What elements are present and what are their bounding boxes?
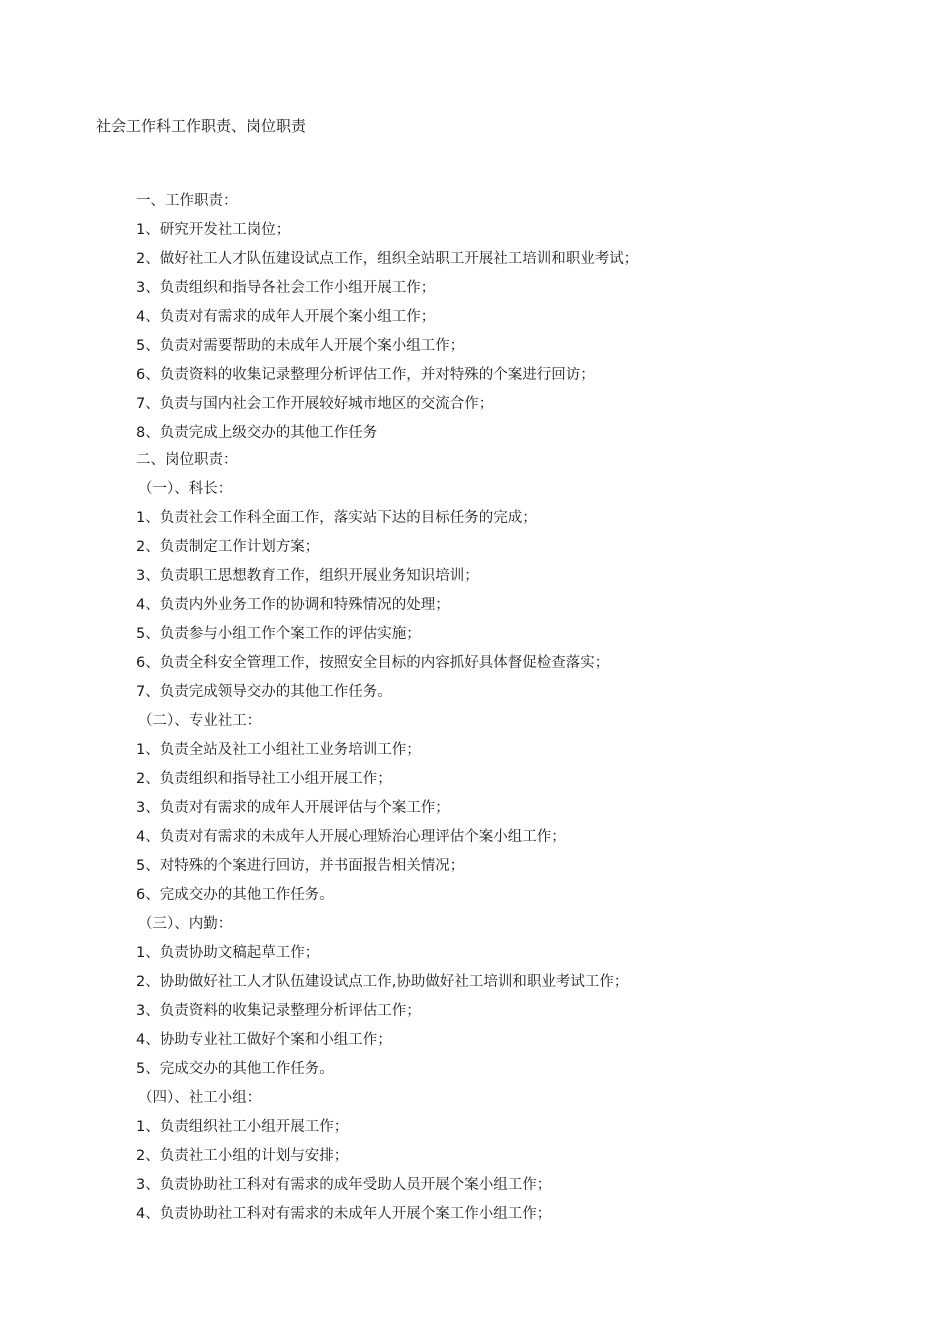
list-item: 8、负责完成上级交办的其他工作任务 — [136, 425, 378, 441]
list-item: 7、负责与国内社会工作开展较好城市地区的交流合作； — [136, 396, 494, 412]
list-item: 3、负责协助社工科对有需求的成年受助人员开展个案小组工作； — [136, 1177, 552, 1193]
list-item: 3、负责资料的收集记录整理分析评估工作； — [136, 1003, 421, 1019]
list-item: 2、负责组织和指导社工小组开展工作； — [136, 771, 392, 787]
section-heading: 二、岗位职责： — [136, 452, 238, 468]
list-item: 2、做好社工人才队伍建设试点工作，组织全站职工开展社工培训和职业考试； — [136, 251, 639, 267]
subsection-heading: （四）、社工小组： — [138, 1090, 262, 1106]
list-item: 1、负责组织社工小组开展工作； — [136, 1119, 349, 1135]
document-title: 社会工作科工作职责、岗位职责 — [96, 117, 307, 135]
section-heading: 一、工作职责： — [136, 193, 238, 209]
list-item: 1、负责全站及社工小组社工业务培训工作； — [136, 742, 421, 758]
list-item: 3、负责对有需求的成年人开展评估与个案工作； — [136, 800, 450, 816]
list-item: 4、负责内外业务工作的协调和特殊情况的处理； — [136, 597, 450, 613]
list-item: 2、负责制定工作计划方案； — [136, 539, 320, 555]
list-item: 5、完成交办的其他工作任务。 — [136, 1061, 334, 1077]
document-body — [136, 191, 856, 1233]
list-item: 5、对特殊的个案进行回访，并书面报告相关情况； — [136, 858, 465, 874]
list-item: 4、负责对有需求的未成年人开展心理矫治心理评估个案小组工作； — [136, 829, 566, 845]
list-item: 5、负责参与小组工作个案工作的评估实施； — [136, 626, 421, 642]
list-item: 4、负责对有需求的成年人开展个案小组工作； — [136, 309, 436, 325]
list-item: 4、负责协助社工科对有需求的未成年人开展个案工作小组工作； — [136, 1206, 552, 1222]
list-item: 3、负责职工思想教育工作，组织开展业务知识培训； — [136, 568, 479, 584]
list-item: 6、负责资料的收集记录整理分析评估工作，并对特殊的个案进行回访； — [136, 367, 595, 383]
list-item: 6、完成交办的其他工作任务。 — [136, 887, 334, 903]
list-item: 1、负责协助文稿起草工作； — [136, 945, 320, 961]
subsection-heading: （二）、专业社工： — [138, 713, 262, 729]
subsection-heading: （三）、内勤： — [138, 916, 233, 932]
list-item: 5、负责对需要帮助的未成年人开展个案小组工作； — [136, 338, 465, 354]
list-item: 6、负责全科安全管理工作，按照安全目标的内容抓好具体督促检查落实； — [136, 655, 610, 671]
subsection-heading: （一）、科长： — [138, 481, 233, 497]
list-item: 2、协助做好社工人才队伍建设试点工作,协助做好社工培训和职业考试工作； — [136, 974, 629, 990]
list-item: 3、负责组织和指导各社会工作小组开展工作； — [136, 280, 436, 296]
list-item: 1、负责社会工作科全面工作，落实站下达的目标任务的完成； — [136, 510, 537, 526]
list-item: 7、负责完成领导交办的其他工作任务。 — [136, 684, 392, 700]
list-item: 1、研究开发社工岗位； — [136, 222, 291, 238]
list-item: 2、负责社工小组的计划与安排； — [136, 1148, 349, 1164]
list-item: 4、协助专业社工做好个案和小组工作； — [136, 1032, 392, 1048]
